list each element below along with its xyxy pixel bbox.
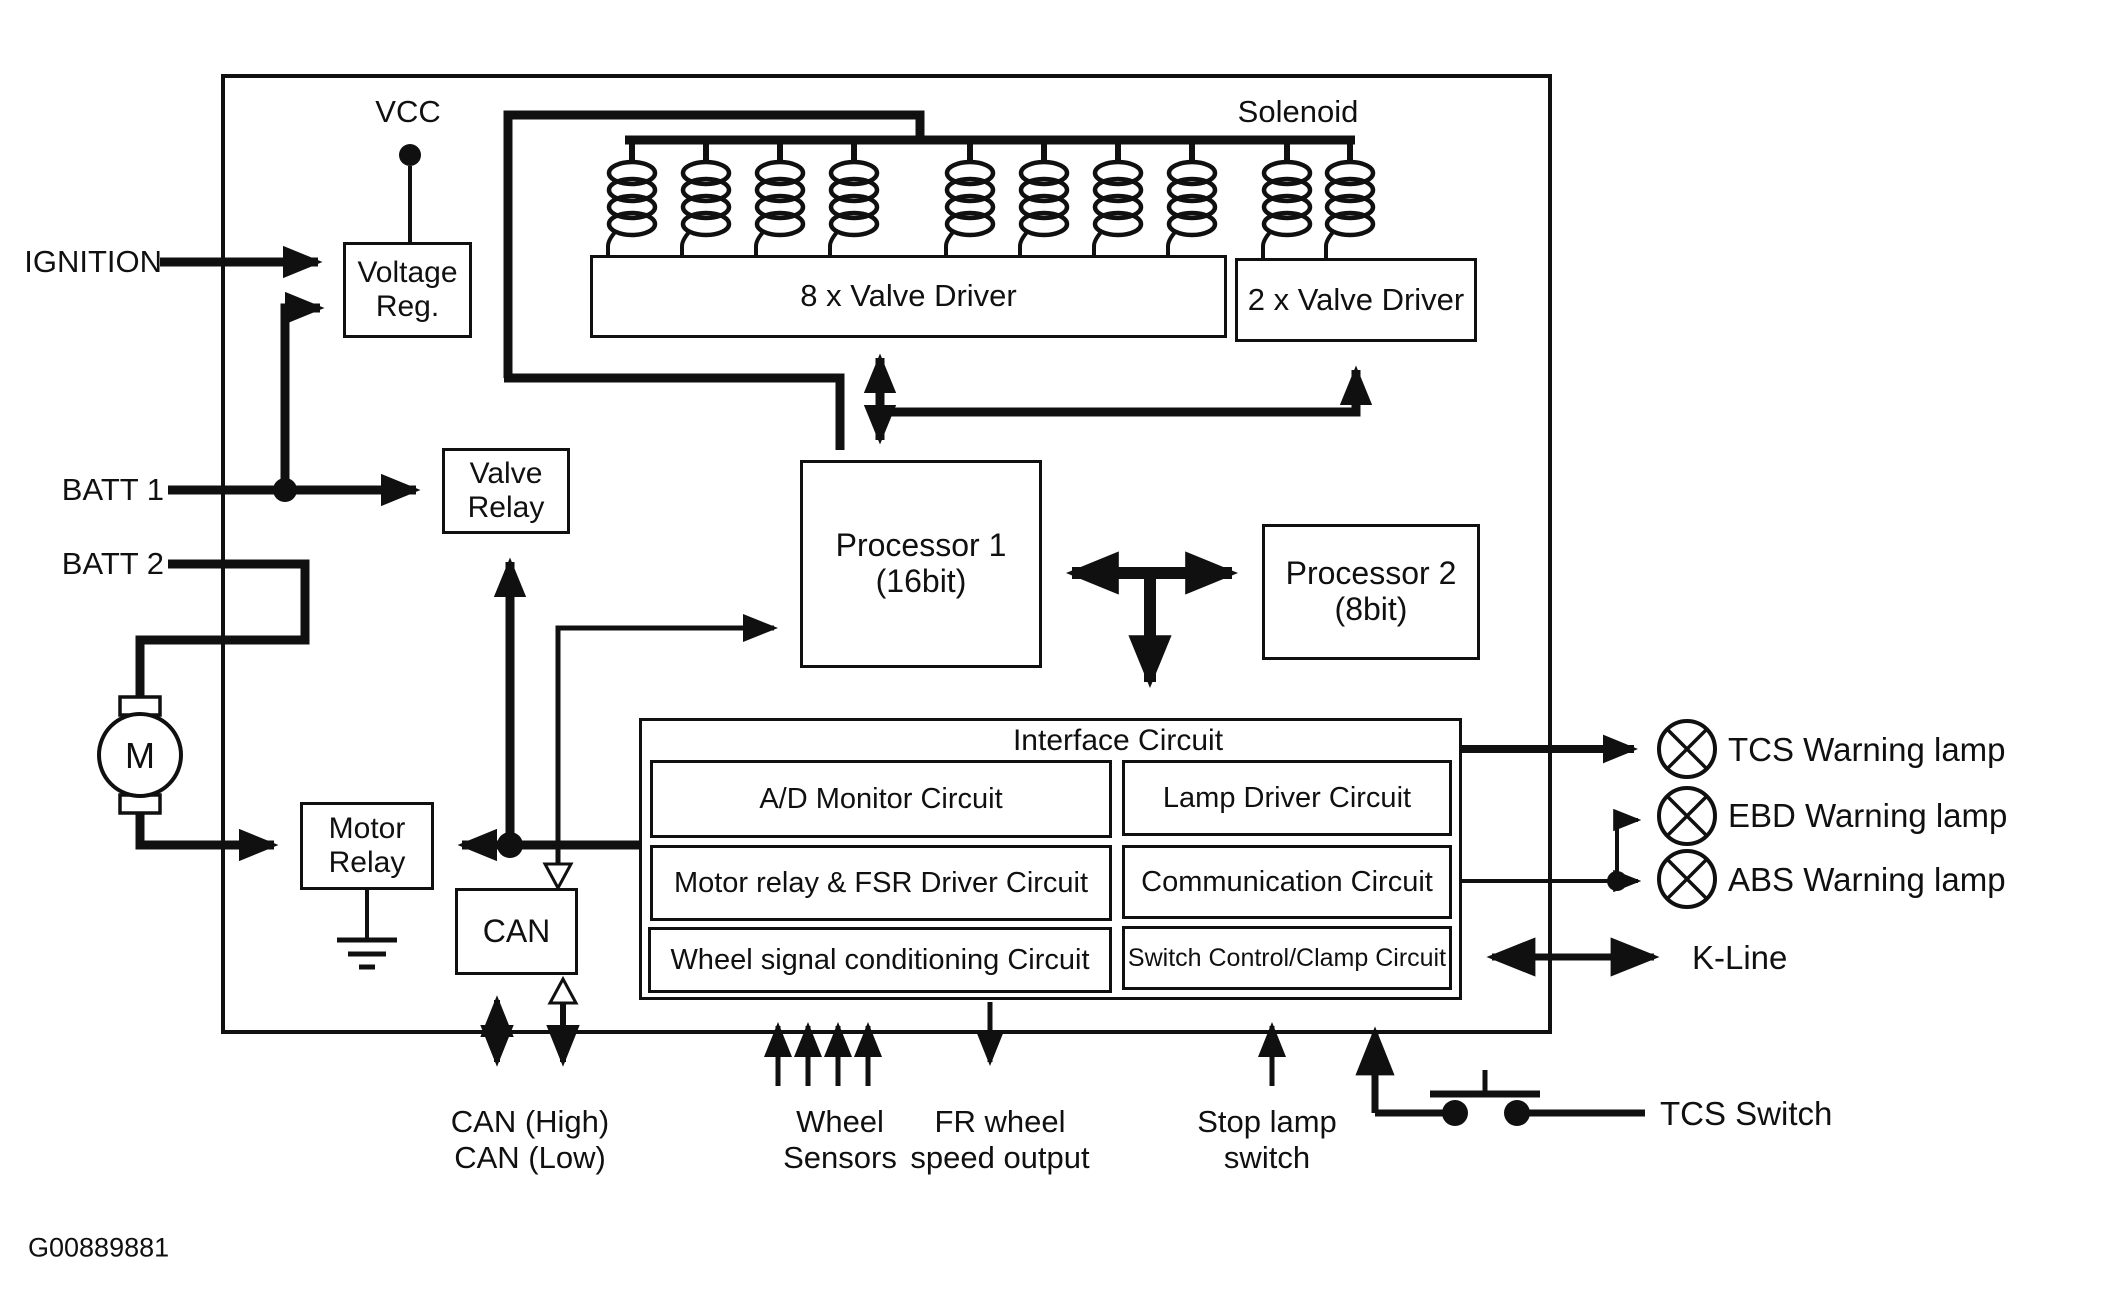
ignition-label: IGNITION <box>24 244 162 279</box>
switch-control-clamp-circuit-box <box>1122 926 1452 990</box>
voltage-reg-label-line1: Voltage <box>357 256 458 290</box>
communication-circuit-label: Communication Circuit <box>1141 865 1433 898</box>
motor-relay-label-line2: Relay <box>328 846 406 879</box>
lamp-driver-circuit-box <box>1122 760 1452 836</box>
vcc-terminal-dot <box>399 144 421 166</box>
switch-control-clamp-circuit-label: Switch Control/Clamp Circuit <box>1127 944 1447 972</box>
batt2-label: BATT 2 <box>61 546 164 581</box>
vcc-solenoid-bus <box>508 115 920 378</box>
motor-relay-label-line1: Motor <box>328 812 406 846</box>
processor-link-wires <box>1072 567 1232 682</box>
solenoid-coil-icon <box>608 136 655 258</box>
fr-wheel-label-line1: FR wheel <box>934 1104 1066 1139</box>
lamp-junction-dot <box>1607 871 1627 891</box>
motor-to-motor-relay-wire <box>140 813 274 845</box>
valve-driver-8x-box <box>590 255 1227 338</box>
stop-lamp-label-line1: Stop lamp <box>1197 1104 1337 1139</box>
wheel-sensors-label-line2: Sensors <box>783 1140 897 1175</box>
warning-lamp-icons <box>1659 721 1715 907</box>
wheel-signal-conditioning-circuit-label: Wheel signal conditioning Circuit <box>670 943 1090 976</box>
processor1-label-line1: Processor 1 <box>835 527 1007 564</box>
lamp-driver-circuit-label: Lamp Driver Circuit <box>1162 781 1412 814</box>
valve-relay-box <box>442 448 570 534</box>
abs-warning-lamp-label: ABS Warning lamp <box>1728 861 2006 898</box>
motor-symbol-label: M <box>125 735 155 776</box>
solenoid-coil-icon <box>1168 136 1215 258</box>
fr-wheel-label-line2: speed output <box>910 1140 1090 1175</box>
voltage-reg-label-line2: Reg. <box>375 290 440 323</box>
solenoid-coil-icon <box>1094 136 1141 258</box>
can-low-label: CAN (Low) <box>454 1140 606 1175</box>
processor1-driver2-wire <box>876 370 1356 412</box>
ad-monitor-circuit-label: A/D Monitor Circuit <box>759 782 1003 815</box>
stop-lamp-label-line2: switch <box>1223 1140 1311 1175</box>
can-high-label: CAN (High) <box>450 1104 610 1139</box>
bus-to-processor1-wire <box>504 378 840 450</box>
can-box <box>455 888 578 975</box>
batt1-label: BATT 1 <box>61 472 164 507</box>
motor-relay-fsr-driver-circuit-label: Motor relay & FSR Driver Circuit <box>673 866 1089 899</box>
valve-relay-label-line2: Relay <box>467 491 545 524</box>
tcs-warning-lamp-label: TCS Warning lamp <box>1728 731 2006 768</box>
ad-monitor-circuit-box <box>650 760 1112 838</box>
tcs-switch-label: TCS Switch <box>1660 1095 1833 1132</box>
tcs-switch-icon <box>1430 1070 1540 1126</box>
processor2-box <box>1262 524 1480 660</box>
solenoid-coil-icon <box>756 136 803 258</box>
ebd-warning-lamp-label: EBD Warning lamp <box>1728 797 2008 834</box>
solenoid-coil-icon <box>830 136 877 258</box>
valve-driver-8x-label: 8 x Valve Driver <box>800 278 1017 314</box>
can-label: CAN <box>482 912 551 949</box>
batt1-junction-dot <box>273 478 297 502</box>
interface-circuit-title: Interface Circuit <box>1012 724 1224 757</box>
batt1-to-voltage-reg-wire <box>285 308 320 492</box>
hollow-arrow-into-can-icon <box>545 864 571 888</box>
voltage-regulator-box <box>343 242 472 338</box>
motor-relay-box <box>300 802 434 890</box>
relay-junction-dot <box>497 832 523 858</box>
valve-driver-2x-box <box>1235 258 1477 342</box>
valve-relay-label-line1: Valve <box>469 457 543 491</box>
hollow-arrow-can-low-icon <box>550 979 576 1003</box>
communication-circuit-box <box>1122 845 1452 919</box>
processor2-label-line2: (8bit) <box>1334 591 1408 627</box>
processor1-box <box>800 460 1042 668</box>
processor1-label-line2: (16bit) <box>875 563 967 599</box>
solenoid-label: Solenoid <box>1237 94 1359 129</box>
solenoid-coil-icon <box>1263 136 1310 260</box>
figure-id-label: G00889881 <box>28 1232 170 1263</box>
solenoid-coil-icon <box>1326 136 1373 260</box>
valve-driver-2x-label: 2 x Valve Driver <box>1247 281 1465 317</box>
vcc-label: VCC <box>375 94 441 129</box>
solenoid-coils <box>608 136 1373 260</box>
wheel-signal-conditioning-circuit-box <box>648 927 1112 993</box>
processor2-label-line1: Processor 2 <box>1285 555 1457 592</box>
solenoid-coil-icon <box>682 136 729 258</box>
ebd-warning-lamp-icon <box>1659 788 1715 844</box>
k-line-label: K-Line <box>1692 939 1788 976</box>
abs-warning-lamp-icon <box>1659 851 1715 907</box>
motor-relay-fsr-driver-circuit-box <box>650 845 1112 921</box>
tcs-warning-lamp-icon <box>1659 721 1715 777</box>
solenoid-coil-icon <box>1020 136 1067 258</box>
wheel-sensors-label-line1: Wheel <box>796 1104 884 1139</box>
solenoid-coil-icon <box>946 136 993 258</box>
